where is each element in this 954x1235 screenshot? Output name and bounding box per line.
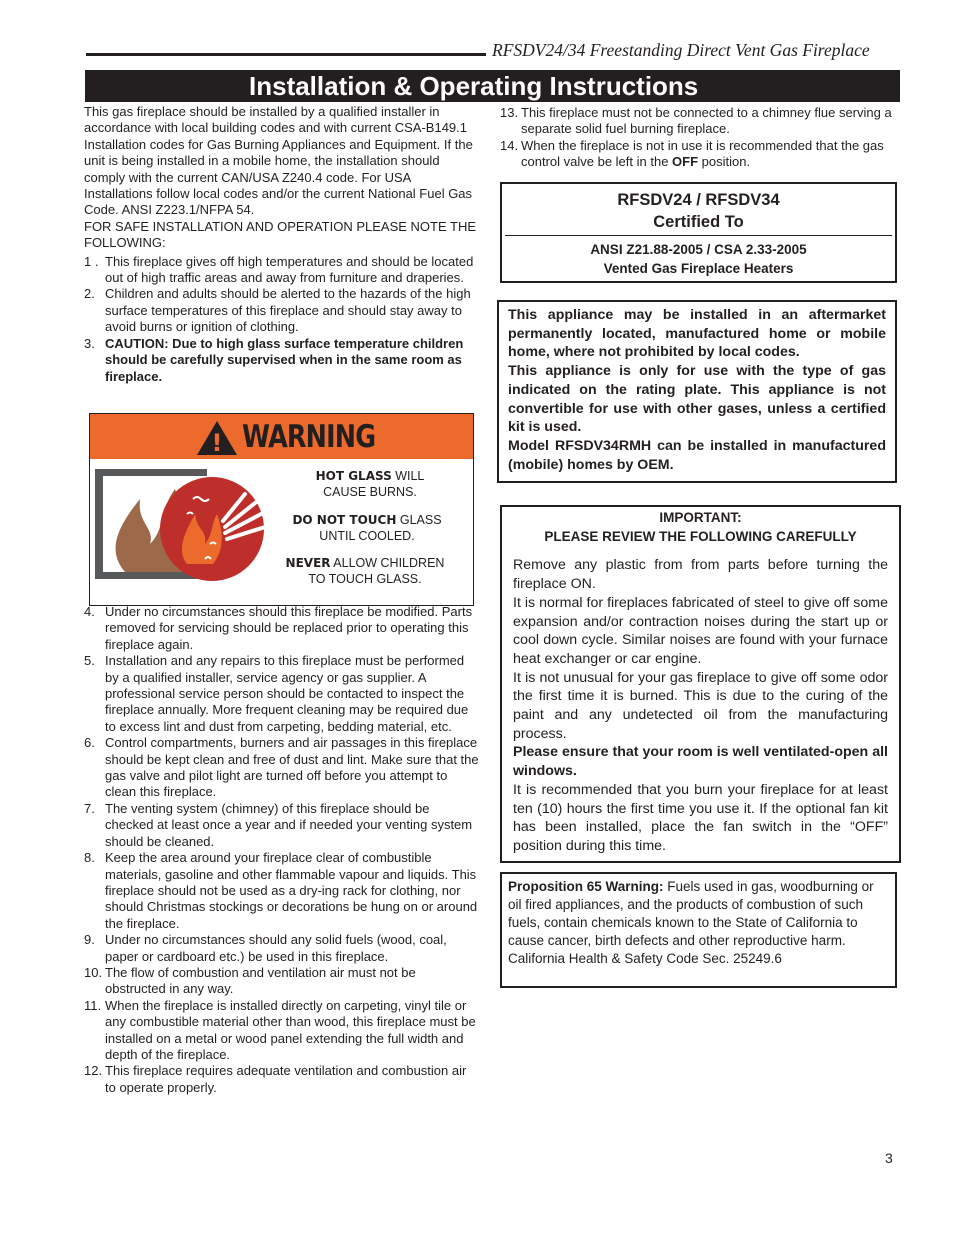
warning-line-2: CAUSE BURNS.: [323, 485, 417, 499]
safety-list-c: [500, 105, 900, 171]
list-text: The venting system (chimney) of this fireplace should be checked at least once a year and if needed your venting system should be cleaned.: [105, 800, 473, 849]
list-text: This fireplace requires adequate ventilation and combustion air to operate properly.: [105, 1063, 467, 1095]
important-subheading: PLEASE REVIEW THE FOLLOWING CAREFULLY: [544, 528, 857, 544]
list-item: [500, 138, 900, 171]
list-item: [500, 105, 900, 138]
list-number: 3.: [84, 335, 95, 351]
list-number: 14.: [500, 137, 519, 153]
safety-list-b: [84, 604, 479, 1096]
list-number: 1 .: [84, 253, 99, 269]
page-number: 3: [885, 1150, 893, 1166]
list-text: This fireplace gives off high temperatures and should be located out of high traffic areas and away from furniture and draperies.: [105, 253, 474, 286]
appliance-paragraph: This appliance may be installed in an aftermarket permanently located, manufactured home or mobile home, where not prohibited by local codes.: [508, 307, 886, 361]
list-item: [84, 932, 479, 965]
list-number: 12.: [84, 1063, 103, 1079]
list-number: 11.: [84, 997, 102, 1013]
cert-divider: [505, 235, 892, 236]
list-text: Installation and any repairs to this fireplace must be performed by a qualified installer, service agency or gas supplier. A professional service person should be contacted to inspect the fireplace annually. More frequent cleaning may be required due to excess lint and dust from carpeting, bedding material, etc.: [105, 653, 469, 734]
cert-models: RFSDV24 / RFSDV34: [617, 191, 780, 209]
prop65-text-block: [508, 878, 889, 950]
document-title: RFSDV24/34 Freestanding Direct Vent Gas Fireplace: [492, 40, 870, 60]
certification-box: [500, 182, 897, 283]
warning-banner: [90, 414, 473, 459]
appliance-paragraph: Model RFSDV34RMH can be installed in manufactured (mobile) homes by OEM.: [508, 437, 886, 473]
list-number: 6.: [84, 735, 95, 751]
warning-line-4: UNTIL COOLED.: [319, 529, 415, 543]
list-number: 7.: [84, 800, 95, 816]
intro-paragraph: This gas fireplace should be installed by a qualified installer in accordance with local building codes and with current CSA-B149.1 Installation codes for Gas Burning Appliances and Equipment. If the unit is being installed in a mobile home, the installation should comply with the current CAN/USA Z240.4 code. For USA Installations follow local codes and/or the current National Fuel Gas Code. ANSI Z223.1/NFPA 54.: [84, 104, 473, 218]
warning-line-1-bold: HOT GLASS: [315, 469, 392, 483]
cert-description: Vented Gas Fireplace Heaters: [603, 261, 794, 276]
list-text: When the fireplace is installed directly on carpeting, vinyl tile or any combustible material other than wood, this fireplace must be installed on a metal or wood panel extending the full width and depth of the fireplace.: [105, 997, 476, 1062]
warning-never: [280, 555, 450, 587]
intro-block: [84, 104, 479, 385]
list-number: 5.: [84, 653, 95, 669]
list-text: When the fireplace is not in use it is recommended that the gas control valve be left in the: [521, 137, 884, 170]
section-title: Installation & Operating Instructions: [249, 71, 699, 101]
safety-list-c-block: [500, 105, 900, 171]
important-paragraph: Remove any plastic from from parts before turning the fireplace ON.: [513, 557, 888, 593]
list-number: 2.: [84, 286, 95, 302]
warning-line-3: GLASS: [396, 513, 442, 527]
header-rule: [86, 53, 486, 56]
list-item: [84, 653, 479, 735]
list-number: 4.: [84, 604, 95, 619]
list-item: [84, 801, 479, 850]
cert-title: [502, 189, 895, 233]
list-item: [84, 336, 479, 385]
list-item: [84, 1063, 479, 1096]
important-paragraph: It is recommended that you burn your fireplace for at least ten (10) hours the first time you use it. If the optional fan kit has been installed, place the fan switch in the “OFF” position during this time.: [513, 781, 888, 854]
prop65-text: Fuels used in gas, woodburning or oil fired appliances, and the products of combustion of such fuels, contain chemicals known to the State of California to cause cancer, birth defects and other reproductive harm.: [508, 879, 874, 948]
warning-hot-glass: [285, 468, 455, 500]
list-number: 13.: [500, 105, 519, 120]
appliance-paragraph: This appliance is only for use with the type of gas indicated on the rating plate. This appliance is not convertible for use with other gases, unless a certified kit is used.: [508, 363, 886, 436]
important-heading: IMPORTANT:: [659, 510, 742, 525]
warning-do-not-touch: [282, 512, 452, 544]
cert-standard: ANSI Z21.88-2005 / CSA 2.33-2005: [590, 242, 807, 257]
list-text: Under no circumstances should this fireplace be modified. Parts removed for servicing should be replaced prior to operating this fireplace again.: [105, 604, 473, 652]
warning-exclaim: !: [211, 429, 223, 456]
cert-standard-block: [502, 240, 895, 278]
important-paragraph: It is normal for fireplaces fabricated of steel to give off some expansion and/or contraction noises during the start up or cool down cycle. Similar noises are found with your furnace heat exchanger or car engine.: [513, 594, 888, 667]
safety-list-a: [84, 254, 479, 385]
warning-word: WARNING: [242, 419, 376, 455]
warning-line-1: WILL: [391, 469, 425, 483]
important-box: [500, 505, 901, 863]
list-text: CAUTION: Due to high glass surface temperature children should be carefully supervised when in the same room as fireplace.: [105, 335, 464, 384]
warning-label: [89, 413, 474, 606]
warning-triangle-icon: [196, 420, 238, 456]
list-item: [84, 735, 479, 801]
list-item: [84, 850, 479, 932]
prop65-label: Proposition 65 Warning:: [508, 879, 664, 894]
section-banner: [85, 70, 900, 102]
warning-line-5-bold: NEVER: [285, 556, 331, 570]
list-item: [84, 286, 479, 335]
list-number: 10.: [84, 964, 103, 980]
list-item: [84, 254, 479, 287]
list-text: The flow of combustion and ventilation air must not be obstructed in any way.: [105, 964, 416, 997]
warning-line-5: ALLOW CHILDREN: [330, 556, 445, 570]
important-paragraph: It is not unusual for your gas fireplace to give off some odor the first time it is burned. This is due to the curing of the paint and any undetected oil from the manufacturing process.: [513, 669, 888, 742]
list-text: Control compartments, burners and air passages in this fireplace should be kept clean and free of dust and lint. Make sure that the gas valve and pilot light are turned off before you attempt to clean this fireplace.: [105, 735, 479, 800]
warning-line-6: TO TOUCH GLASS.: [308, 572, 422, 586]
safety-list-b-block: [84, 604, 479, 1096]
list-text: position.: [698, 154, 751, 170]
list-number: 8.: [84, 850, 95, 866]
list-text: This fireplace must not be connected to a chimney flue serving a separate solid fuel burning fireplace.: [521, 105, 892, 137]
list-item: [84, 998, 479, 1064]
cert-certified-to: Certified To: [653, 213, 744, 231]
list-item: [84, 965, 479, 998]
appliance-notice-box: [497, 300, 897, 483]
important-ventilation-note: Please ensure that your room is well ventilated-open all windows.: [513, 744, 888, 780]
list-number: 9.: [84, 932, 95, 948]
list-item: [84, 604, 479, 653]
prop65-box: [500, 872, 897, 988]
list-text: Keep the area around your fireplace clear of combustible materials, gasoline and other flammable vapour and liquids. This fireplace should not be used as a dry-ing rack for clothing, nor should Christmas stockings or decorations be hung on or around the fireplace.: [105, 850, 478, 931]
list-text: Children and adults should be alerted to the hazards of the high surface temperatures of this fireplace and should stay away to avoid burns or ignition of clothing.: [105, 286, 471, 335]
warning-line-3-bold: DO NOT TOUCH: [292, 513, 397, 527]
prop65-code: California Health & Safety Code Sec. 25249.6: [508, 951, 782, 966]
hot-glass-fire-icon: [95, 469, 265, 584]
list-text: Under no circumstances should any solid fuels (wood, coal, paper or cardboard etc.) be used in this fireplace.: [105, 932, 447, 964]
safety-heading: FOR SAFE INSTALLATION AND OPERATION PLEASE NOTE THE FOLLOWING:: [84, 218, 477, 251]
off-label: OFF: [672, 154, 699, 170]
